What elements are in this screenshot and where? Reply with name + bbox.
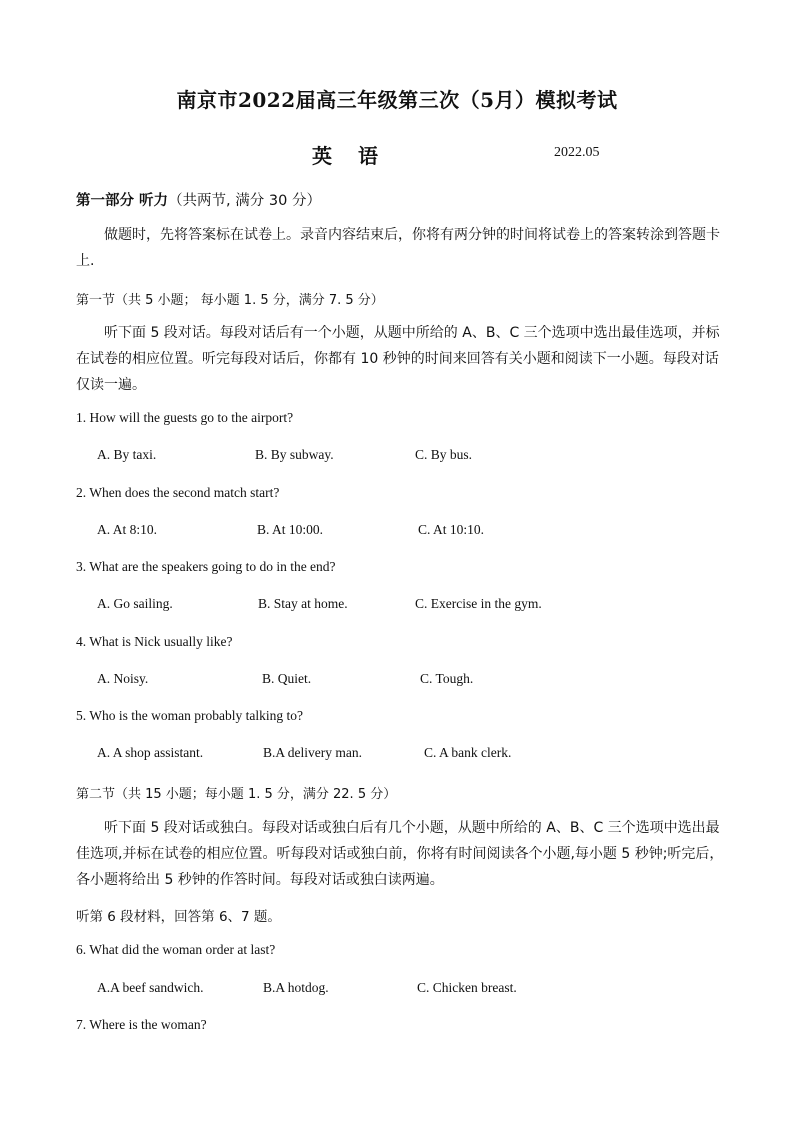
part1-heading-rest: （共两节, 满分 30 分） [168,193,321,209]
section1-heading: 第一节（共 5 小题； 每小题 1. 5 分，满分 7. 5 分） [76,293,384,308]
question-2-option-a: A. At 8:10. [97,522,158,537]
question-7: 7. Where is the woman? [76,1017,207,1032]
part1-heading-bold: 第一部分 听力 [76,193,169,209]
part1-instructions: 做题时，先将答案标在试卷上。录音内容结束后，你将有两分钟的时间将试卷上的答案转涂到答题卡上. [76,227,720,269]
question-5-option-b: B.A delivery man. [263,745,362,760]
question-6-option-c: C. Chicken breast. [417,980,517,995]
question-5-option-c: C. A bank clerk. [424,745,512,760]
material-6-heading: 听第 6 段材料，回答第 6、7 题。 [76,909,281,925]
question-1: 1. How will the guests go to the airport? [76,410,294,425]
question-1-option-b: B. By subway. [255,447,334,462]
part1-heading [76,189,321,210]
question-1-option-c: C. By bus. [415,447,473,462]
question-3-option-a: A. Go sailing. [97,596,173,611]
question-4-option-b: B. Quiet. [262,671,312,686]
question-3-option-c: C. Exercise in the gym. [415,596,542,611]
section2-instructions: 听下面 5 段对话或独白。每段对话或独白后有几个小题，从题中所给的 A、B、C 三个选项中选出最佳选项,并标在试卷的相应位置。听每段对话或独白前，你将有时间阅读各个小题,每小题 5 秒钟;听完后，各小题将给出 5 秒钟的作答时间。每段对话或独白读两遍。 [76,820,724,888]
question-2-option-c: C. At 10:10. [418,522,485,537]
question-3-option-b: B. Stay at home. [258,596,348,611]
question-1-option-a: A. By taxi. [97,447,157,462]
section1-instructions: 听下面 5 段对话。每段对话后有一个小题，从题中所给的 A、B、C 三个选项中选出最佳选项，并标在试卷的相应位置。听完每段对话后，你都有 10 秒钟的时间来回答有关小题和阅读下一小题。每段对话仅读一遍。 [76,325,720,393]
question-5: 5. Who is the woman probably talking to? [76,708,303,723]
question-2: 2. When does the second match start? [76,485,280,500]
question-3: 3. What are the speakers going to do in the end? [76,559,336,574]
question-4-option-a: A. Noisy. [97,671,149,686]
question-2-option-b: B. At 10:00. [257,522,324,537]
exam-date: 2022.05 [554,145,600,160]
section2-heading: 第二节（共 15 小题；每小题 1. 5 分，满分 22. 5 分） [76,787,397,802]
question-4: 4. What is Nick usually like? [76,634,233,649]
question-6-option-b: B.A hotdog. [263,980,329,995]
question-6: 6. What did the woman order at last? [76,942,276,957]
question-5-option-a: A. A shop assistant. [97,745,204,760]
exam-title: 南京市2022届高三年级第三次（5月）模拟考试 [176,88,618,112]
exam-subject: 英语 [312,144,404,168]
question-4-option-c: C. Tough. [420,671,474,686]
question-6-option-a: A.A beef sandwich. [97,980,204,995]
